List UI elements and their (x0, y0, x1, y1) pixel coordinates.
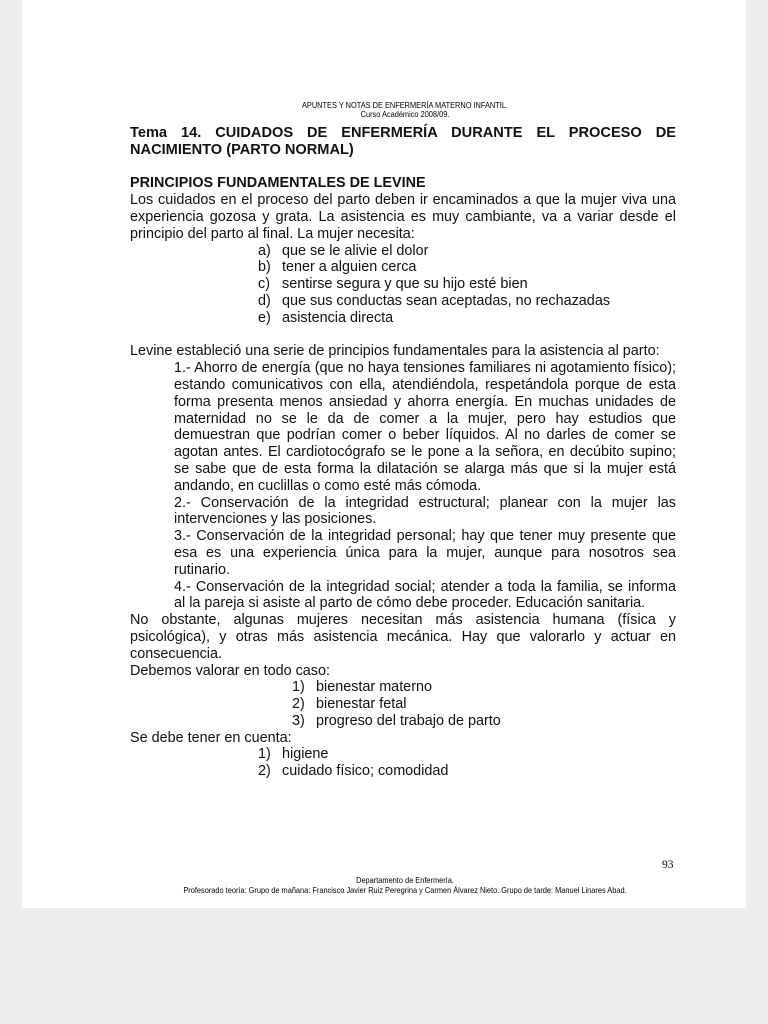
list-item (130, 746, 676, 763)
list-item-text: que se le alivie el dolor (282, 242, 429, 259)
list-item (130, 696, 676, 713)
section-heading: PRINCIPIOS FUNDAMENTALES DE LEVINE (130, 175, 426, 192)
assess-list (130, 679, 676, 729)
list-item (130, 259, 676, 276)
list-item (130, 243, 676, 260)
list-item-text: asistencia directa (282, 309, 394, 326)
footer-staff: Profesorado teoría: Grupo de mañana: Francisco Javier Ruiz Peregrina y Carmen Álvarez Nieto. Grupo de tarde: Manuel Linares Abad. (183, 885, 627, 895)
list-marker: a) (258, 242, 271, 259)
list-marker: e) (258, 309, 271, 326)
header-academic-year: Curso Académico 2008/09. (360, 109, 450, 119)
list-item-text: sentirse segura y que su hijo esté bien (282, 276, 528, 293)
header-course-title: APUNTES Y NOTAS DE ENFERMERÍA MATERNO INFANTIL. (301, 100, 509, 110)
list-item (130, 679, 676, 696)
list-item (130, 310, 676, 327)
consider-intro: Se debe tener en cuenta: (130, 729, 292, 746)
list-marker: d) (258, 292, 271, 309)
assess-intro: Debemos valorar en todo caso: (130, 662, 330, 679)
page-title: Tema 14. CUIDADOS DE ENFERMERÍA DURANTE EL PROCESO DE NACIMIENTO (PARTO NORMAL) (130, 125, 676, 158)
list-item-text: cuidado físico; comodidad (282, 763, 449, 780)
principle-energy: 1.- Ahorro de energía (que no haya tensiones familiares ni agotamiento físico); estando comunicativos con ella, atendiéndola, respetándola porque de esta forma presenta menos ansiedad y ahorra energía. En muchas unidades de maternidad no se le da de comer a la mujer, pero hay estudios que demuestran que podrían comer o beber líquidos. Al no darles de comer se agotan antes. El cardiotocógrafo se le pone a la señora, en decúbito supino; se sabe que de esta forma la dilatación se alarga más que si la mujer está andando, en cuclillas o como esté más cómoda. (174, 360, 676, 494)
spacer (130, 327, 676, 344)
footer-department: Departamento de Enfermería. (356, 875, 454, 885)
consider-list (130, 746, 676, 780)
list-item-text: tener a alguien cerca (282, 259, 417, 276)
list-marker: 3) (292, 712, 305, 729)
list-marker: 2) (292, 696, 305, 713)
list-item (130, 276, 676, 293)
list-item-text: que sus conductas sean aceptadas, no rechazadas (282, 292, 611, 309)
principle-personal: 3.- Conservación de la integridad personal; hay que tener muy presente que esa es una experiencia única para la mujer, aunque para nosotros sea rutinario. (174, 528, 676, 578)
list-item-text: progreso del trabajo de parto (316, 712, 501, 729)
running-header (57, 101, 754, 119)
principle-social: 4.- Conservación de la integridad social; atender a toda la familia, se informa al la pareja si asiste al parto de cómo debe proceder. Educación sanitaria. (174, 578, 676, 612)
list-marker: 1) (258, 746, 271, 763)
principle-structural: 2.- Conservación de la integridad estructural; planear con la mujer las intervenciones y las posiciones. (174, 494, 676, 528)
principles-intro: Levine estableció una serie de principios fundamentales para la asistencia al parto: (130, 343, 660, 360)
document-body (130, 125, 676, 780)
list-marker: b) (258, 259, 271, 276)
list-marker: 2) (258, 763, 271, 780)
list-item-text: bienestar fetal (316, 696, 407, 713)
list-marker: 1) (292, 679, 305, 696)
list-marker: c) (258, 276, 270, 293)
list-item (130, 293, 676, 310)
needs-list (130, 243, 676, 327)
list-item (130, 713, 676, 730)
page-number: 93 (662, 859, 674, 871)
however-paragraph: No obstante, algunas mujeres necesitan más asistencia humana (física y psicológica), y otras más asistencia mecánica. Hay que valorarlo y actuar en consecuencia. (130, 612, 676, 662)
intro-paragraph: Los cuidados en el proceso del parto deben ir encaminados a que la mujer viva una experiencia gozosa y grata. La asistencia es muy cambiante, va a variar desde el principio del parto al final. La mujer necesita: (130, 192, 676, 242)
list-item (130, 763, 676, 780)
list-item-text: bienestar materno (316, 679, 432, 696)
list-item-text: higiene (282, 746, 329, 763)
